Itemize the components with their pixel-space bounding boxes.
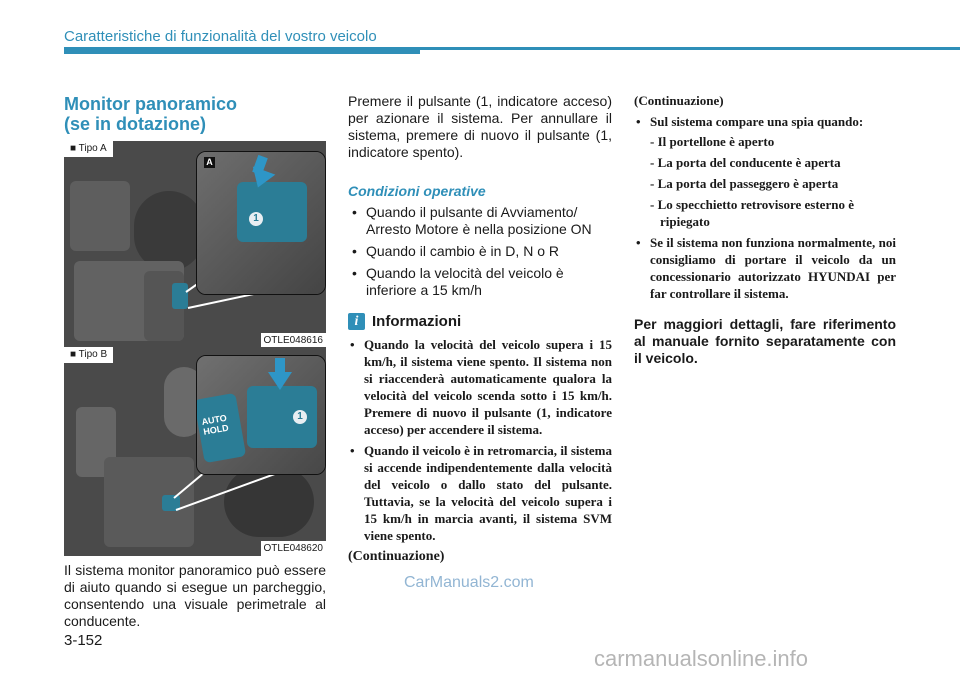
more-info-paragraph: Per maggiori dettagli, fare riferimento al manuale fornito separatamente con il veicolo. — [634, 316, 896, 366]
list-item: • Quando il veicolo è in retromarcia, il sistema si accende indipendentemente dalla velocità del veicolo o dallo stato del pulsante. Tuttavia, se la velocità del veicolo supera i 15 km/h in marcia avanti, il sistema SVM viene spento. — [348, 442, 612, 544]
section-title — [64, 94, 324, 134]
conditions-heading: Condizioni operative — [348, 183, 486, 199]
list-item: • Se il sistema non funziona normalmente, noi consigliamo di portare il veicolo da un concessionario autorizzato HYUNDAI per far controllare il sistema. — [634, 234, 896, 302]
conditions-list — [348, 204, 612, 299]
auto-hold-button: AUTO HOLD — [196, 393, 246, 463]
warning-list — [634, 113, 896, 302]
figure-type-a — [64, 141, 326, 348]
cup-holder-b-shape — [224, 467, 314, 537]
view-button-small — [172, 283, 188, 309]
watermark-footer: carmanualsonline.info — [594, 646, 809, 671]
list-item: • Quando il cambio è in D, N o R — [348, 243, 612, 260]
info-title: Informazioni — [372, 313, 462, 330]
list-item-dash: - Il portellone è aperto — [650, 134, 775, 149]
operation-paragraph: Premere il pulsante (1, indicatore acceso) per azionare il sistema. Per annullare il sistema, premere di nuovo il pulsante (1, indicatore spento). — [348, 93, 612, 160]
figure-tag-b: ■ Tipo B — [64, 347, 113, 363]
badge-number-1: 1 — [249, 212, 263, 226]
section-title-line2: (se in dotazione) — [64, 114, 207, 134]
badge-number-1-b: 1 — [293, 410, 307, 424]
page-number: 3-152 — [64, 632, 103, 649]
header-rule-accent — [64, 50, 420, 54]
figure-code-b: OTLE048620 — [261, 541, 327, 556]
watermark-mid: CarManuals2.com — [404, 574, 534, 591]
intro-paragraph: Il sistema monitor panoramico può essere di aiuto quando si esegue un parcheggio, consentendo una visuale perimetrale al conducente. — [64, 562, 326, 629]
cup-holder-shape — [134, 191, 204, 271]
list-item: • Sul sistema compare una spia quando: — [634, 113, 896, 130]
figure-code-a: OTLE048616 — [261, 333, 327, 348]
column-3 — [634, 93, 896, 367]
list-item-dash: - Lo specchietto retrovisore esterno è ripiegato — [650, 197, 854, 229]
continued-label: (Continuazione) — [348, 549, 445, 564]
console-panel-b-shape — [104, 457, 194, 547]
info-heading — [348, 313, 612, 330]
svm-view-button — [237, 182, 307, 242]
list-item: • Quando la velocità del veicolo è inferiore a 15 km/h — [348, 265, 612, 299]
callout-a-label: A — [204, 157, 215, 168]
figure-tag-a: ■ Tipo A — [64, 141, 113, 157]
gear-lever-shape — [70, 181, 130, 251]
list-item: • Quando il pulsante di Avviamento/ Arresto Motore è nella posizione ON — [348, 204, 612, 238]
section-title-line1: Monitor panoramico — [64, 94, 238, 114]
column-2 — [348, 93, 612, 565]
figure-inset-b — [196, 355, 326, 475]
press-arrow-b-icon — [268, 372, 292, 390]
figure-inset-a — [196, 151, 326, 295]
list-item-dash: - La porta del conducente è aperta — [650, 155, 841, 170]
header-title: Caratteristiche di funzionalità del vostro veicolo — [64, 28, 377, 45]
info-list — [348, 336, 612, 544]
list-item-dash: - La porta del passeggero è aperta — [650, 176, 839, 191]
info-icon: i — [348, 313, 365, 330]
figure-type-b — [64, 347, 326, 556]
list-item: • Quando la velocità del veicolo supera i 15 km/h, il sistema viene spento. Il sistema non si riaccenderà automaticamente qualora la velocità del veicolo scenda sotto i 15 km/h. Premere di nuovo il pulsante (1, indicatore acceso) per accendere il sistema. — [348, 336, 612, 438]
continued-top-label: (Continuazione) — [634, 93, 724, 108]
